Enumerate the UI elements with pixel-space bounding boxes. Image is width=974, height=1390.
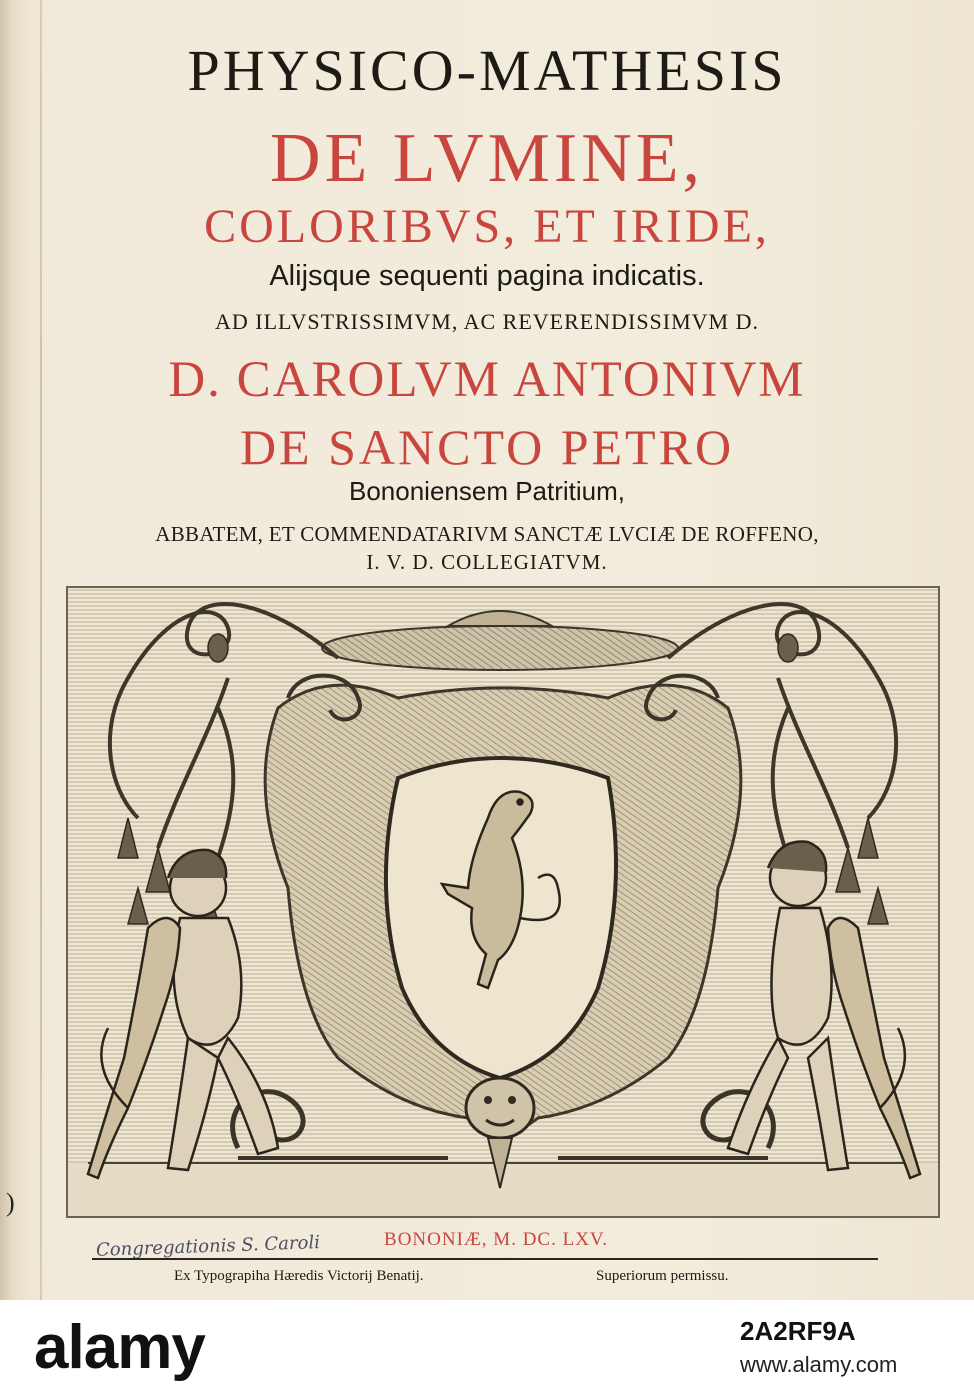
subtitle-line: Alijsque sequenti pagina indicatis. — [269, 260, 705, 292]
title-line-1: PHYSICO-MATHESIS — [187, 38, 787, 103]
ownership-inscription: Congregationis S. Caroli — [95, 1232, 321, 1261]
dedication-line: AD ILLVSTRISSIMVM, AC REVERENDISSIMVM D. — [214, 309, 760, 334]
dedicatee-degree-line: I. V. D. COLLEGIATVM. — [366, 550, 608, 574]
margin-mark: ) — [6, 1188, 15, 1217]
dedicatee-name-line: D. CAROLVM ANTONIVM — [168, 352, 806, 408]
title-line-3: COLORIBVS, ET IRIDE, — [204, 200, 770, 253]
page-gutter — [40, 0, 42, 1300]
dedicatee-origin-line: Bononiensem Patritium, — [348, 476, 626, 506]
title-line-2: DE LVMINE, — [269, 120, 705, 197]
image-id: 2A2RF9A — [740, 1316, 856, 1346]
permission-note: Superiorum permissu. — [596, 1268, 729, 1284]
dedicatee-family-line: DE SANCTO PETRO — [239, 419, 735, 475]
alamy-logo: alamy — [34, 1313, 205, 1382]
engraving-illustration — [68, 588, 938, 1216]
horizontal-rule — [92, 1258, 878, 1260]
printer-credit: Ex Typograpiha Hæredis Victorij Benatij. — [174, 1268, 424, 1284]
stock-footer — [0, 1300, 974, 1390]
imprint-place-date: BONONIÆ, M. DC. LXV. — [384, 1229, 608, 1250]
stock-url: www.alamy.com — [740, 1352, 898, 1377]
dedicatee-office-line: ABBATEM, ET COMMENDATARIVM SANCTÆ LVCIÆ DE ROFFENO, — [155, 522, 819, 546]
engraved-coat-of-arms — [66, 586, 940, 1218]
